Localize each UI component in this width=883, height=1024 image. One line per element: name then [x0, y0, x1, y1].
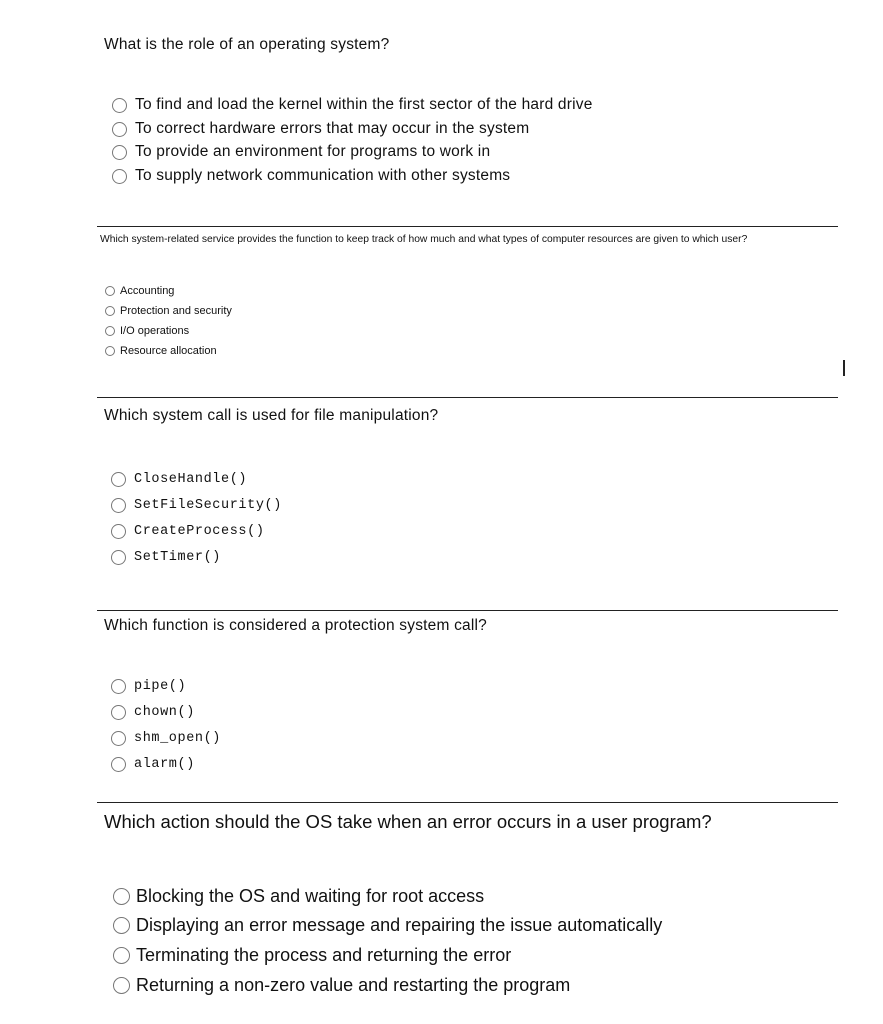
- answer-option[interactable]: [111, 731, 221, 746]
- option-label: To correct hardware errors that may occur in the system: [135, 120, 530, 137]
- answer-option[interactable]: [111, 705, 195, 720]
- answer-option[interactable]: [111, 679, 186, 694]
- divider: [97, 226, 838, 227]
- option-label: I/O operations: [120, 325, 190, 337]
- answer-option[interactable]: [105, 285, 174, 297]
- option-label: CreateProcess(): [134, 524, 265, 539]
- option-label: alarm(): [134, 757, 195, 772]
- radio-button-icon[interactable]: [111, 498, 126, 513]
- radio-button-icon[interactable]: [112, 122, 127, 137]
- answer-option[interactable]: [113, 886, 484, 907]
- answer-option[interactable]: [111, 472, 247, 487]
- answer-option[interactable]: [113, 975, 570, 996]
- answer-option[interactable]: [113, 945, 511, 966]
- radio-button-icon[interactable]: [105, 306, 115, 316]
- radio-button-icon[interactable]: [105, 286, 115, 296]
- radio-button-icon[interactable]: [111, 679, 126, 694]
- radio-button-icon[interactable]: [113, 947, 130, 964]
- answer-option[interactable]: [112, 96, 593, 114]
- answer-option[interactable]: [111, 524, 265, 539]
- answer-option[interactable]: [113, 915, 662, 936]
- answer-option[interactable]: [112, 120, 529, 138]
- question-title: Which system call is used for file manipulation?: [104, 407, 439, 424]
- answer-option[interactable]: [112, 167, 510, 185]
- radio-button-icon[interactable]: [111, 472, 126, 487]
- answer-option[interactable]: [105, 325, 189, 337]
- divider: [97, 397, 838, 398]
- divider: [97, 802, 838, 803]
- option-label: Returning a non-zero value and restarting the program: [136, 975, 571, 995]
- answer-option[interactable]: [111, 550, 221, 565]
- radio-button-icon[interactable]: [113, 888, 130, 905]
- option-label: Resource allocation: [120, 345, 217, 357]
- radio-button-icon[interactable]: [105, 326, 115, 336]
- radio-button-icon[interactable]: [112, 145, 127, 160]
- option-label: SetFileSecurity(): [134, 498, 282, 513]
- question-title: What is the role of an operating system?: [104, 36, 390, 53]
- radio-button-icon[interactable]: [112, 169, 127, 184]
- answer-option[interactable]: [105, 305, 232, 317]
- option-label: chown(): [134, 705, 195, 720]
- radio-button-icon[interactable]: [113, 977, 130, 994]
- radio-button-icon[interactable]: [111, 550, 126, 565]
- answer-option[interactable]: [112, 143, 490, 161]
- option-label: To provide an environment for programs to work in: [135, 143, 491, 160]
- option-label: SetTimer(): [134, 550, 222, 565]
- option-label: Blocking the OS and waiting for root access: [136, 886, 485, 906]
- option-label: CloseHandle(): [134, 472, 248, 487]
- radio-button-icon[interactable]: [111, 705, 126, 720]
- answer-option[interactable]: [111, 757, 195, 772]
- radio-button-icon[interactable]: [105, 346, 115, 356]
- option-label: To supply network communication with other systems: [135, 167, 511, 184]
- option-label: To find and load the kernel within the first sector of the hard drive: [135, 96, 593, 113]
- option-label: shm_open(): [134, 731, 222, 746]
- option-label: Protection and security: [120, 305, 232, 317]
- question-title: Which function is considered a protection system call?: [104, 617, 487, 634]
- option-label: Accounting: [120, 285, 175, 297]
- radio-button-icon[interactable]: [113, 917, 130, 934]
- radio-button-icon[interactable]: [111, 757, 126, 772]
- option-label: Displaying an error message and repairing the issue automatically: [136, 915, 663, 935]
- radio-button-icon[interactable]: [111, 731, 126, 746]
- option-label: pipe(): [134, 679, 187, 694]
- text-cursor: [843, 360, 845, 376]
- question-title: Which system-related service provides the function to keep track of how much and what types of computer resources are given to which user?: [100, 234, 748, 245]
- answer-option[interactable]: [105, 345, 217, 357]
- question-title: Which action should the OS take when an error occurs in a user program?: [104, 811, 712, 832]
- divider: [97, 610, 838, 611]
- radio-button-icon[interactable]: [111, 524, 126, 539]
- option-label: Terminating the process and returning the error: [136, 945, 512, 965]
- answer-option[interactable]: [111, 498, 282, 513]
- radio-button-icon[interactable]: [112, 98, 127, 113]
